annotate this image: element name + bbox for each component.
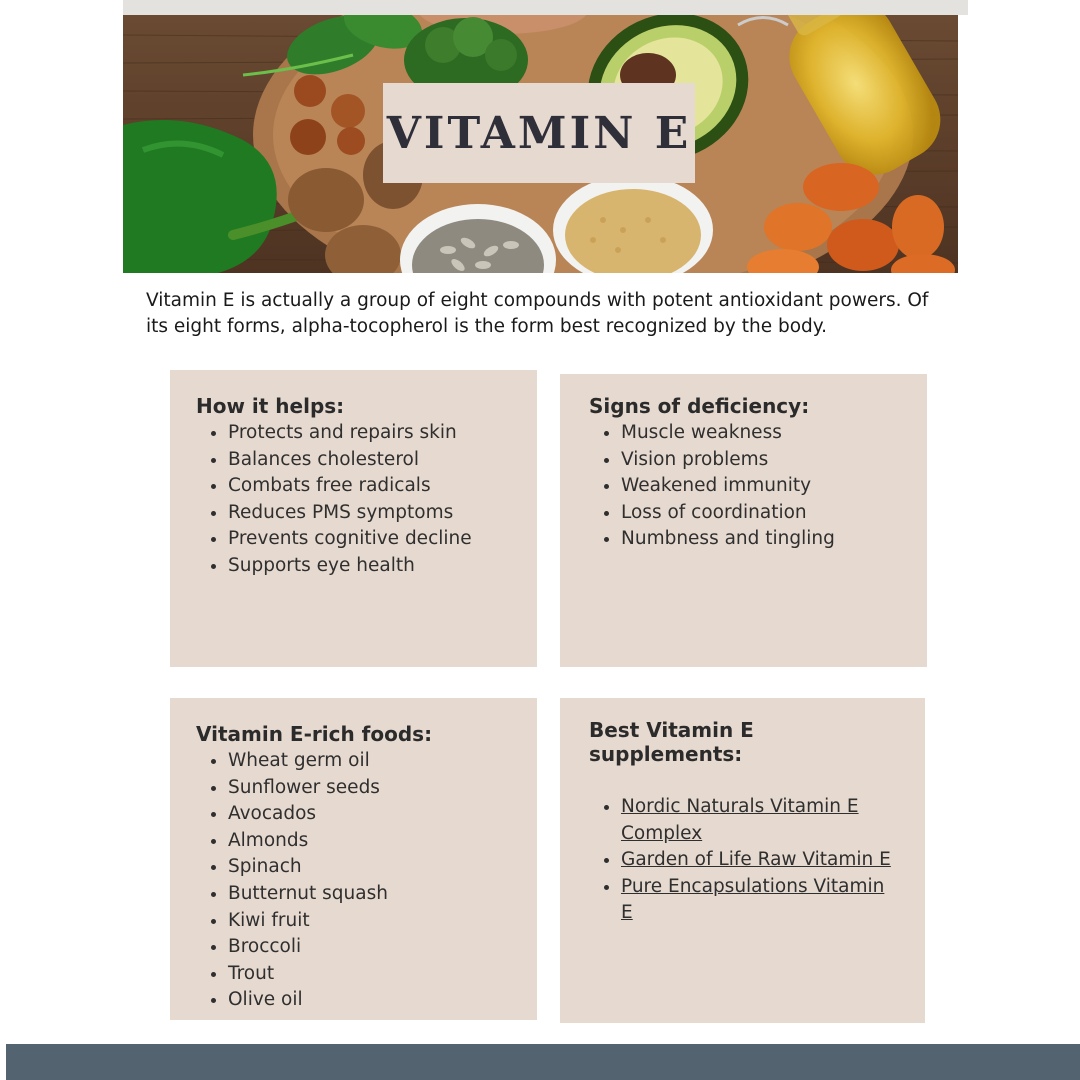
supplement-link-nordic-naturals[interactable]: Nordic Naturals Vitamin E Complex [621, 796, 859, 844]
list-item: • Reduces PMS symptoms [228, 500, 527, 527]
deficiency-list [589, 420, 917, 553]
title-box [383, 83, 695, 183]
list-item: • Supports eye health [228, 553, 527, 580]
card-signs-of-deficiency [560, 374, 927, 667]
list-item: • Protects and repairs skin [228, 420, 527, 447]
card-vitamin-e-foods [170, 698, 537, 1020]
intro-paragraph: Vitamin E is actually a group of eight compounds with potent antioxidant powers. Of its eight forms, alpha-tocopherol is the form best recognized by the body. [146, 290, 929, 337]
list-item: • Almonds [228, 828, 527, 855]
list-item: • Loss of coordination [621, 500, 917, 527]
list-item: • Numbness and tingling [621, 526, 917, 553]
list-item: • Trout [228, 961, 527, 988]
page-title: VITAMIN E [386, 107, 692, 159]
supplement-link-pure-encapsulations[interactable]: Pure Encapsulations Vitamin E [621, 875, 885, 924]
list-item: • Vision problems [621, 447, 917, 474]
card-best-supplements [560, 698, 925, 1023]
list-item: • Olive oil [228, 987, 527, 1014]
card-how-it-helps [170, 370, 537, 667]
list-item [621, 794, 901, 847]
list-item: • Sunflower seeds [228, 775, 527, 802]
card-heading: Vitamin E-rich foods: [196, 722, 433, 746]
list-item: • Prevents cognitive decline [228, 526, 527, 553]
list-item: • Muscle weakness [621, 420, 917, 447]
card-heading: Signs of deficiency: [589, 394, 810, 418]
list-item: • Wheat germ oil [228, 748, 527, 775]
list-item: • Kiwi fruit [228, 908, 527, 935]
card-heading: Best Vitamin E supplements: [589, 718, 754, 766]
list-item: • Avocados [228, 801, 527, 828]
top-strip [123, 0, 968, 15]
footer-bar [6, 1044, 1080, 1080]
list-item: • Weakened immunity [621, 473, 917, 500]
supplement-link-garden-of-life[interactable]: Garden of Life Raw Vitamin E [621, 849, 891, 871]
supplements-list [589, 794, 901, 927]
list-item: • Butternut squash [228, 881, 527, 908]
foods-list [196, 748, 527, 1014]
card-heading: How it helps: [196, 394, 345, 418]
list-item: • Broccoli [228, 934, 527, 961]
list-item [621, 874, 901, 927]
list-item: • Combats free radicals [228, 473, 527, 500]
benefits-list [196, 420, 527, 580]
list-item: • Balances cholesterol [228, 447, 527, 474]
list-item: • Spinach [228, 854, 527, 881]
list-item [621, 847, 901, 874]
